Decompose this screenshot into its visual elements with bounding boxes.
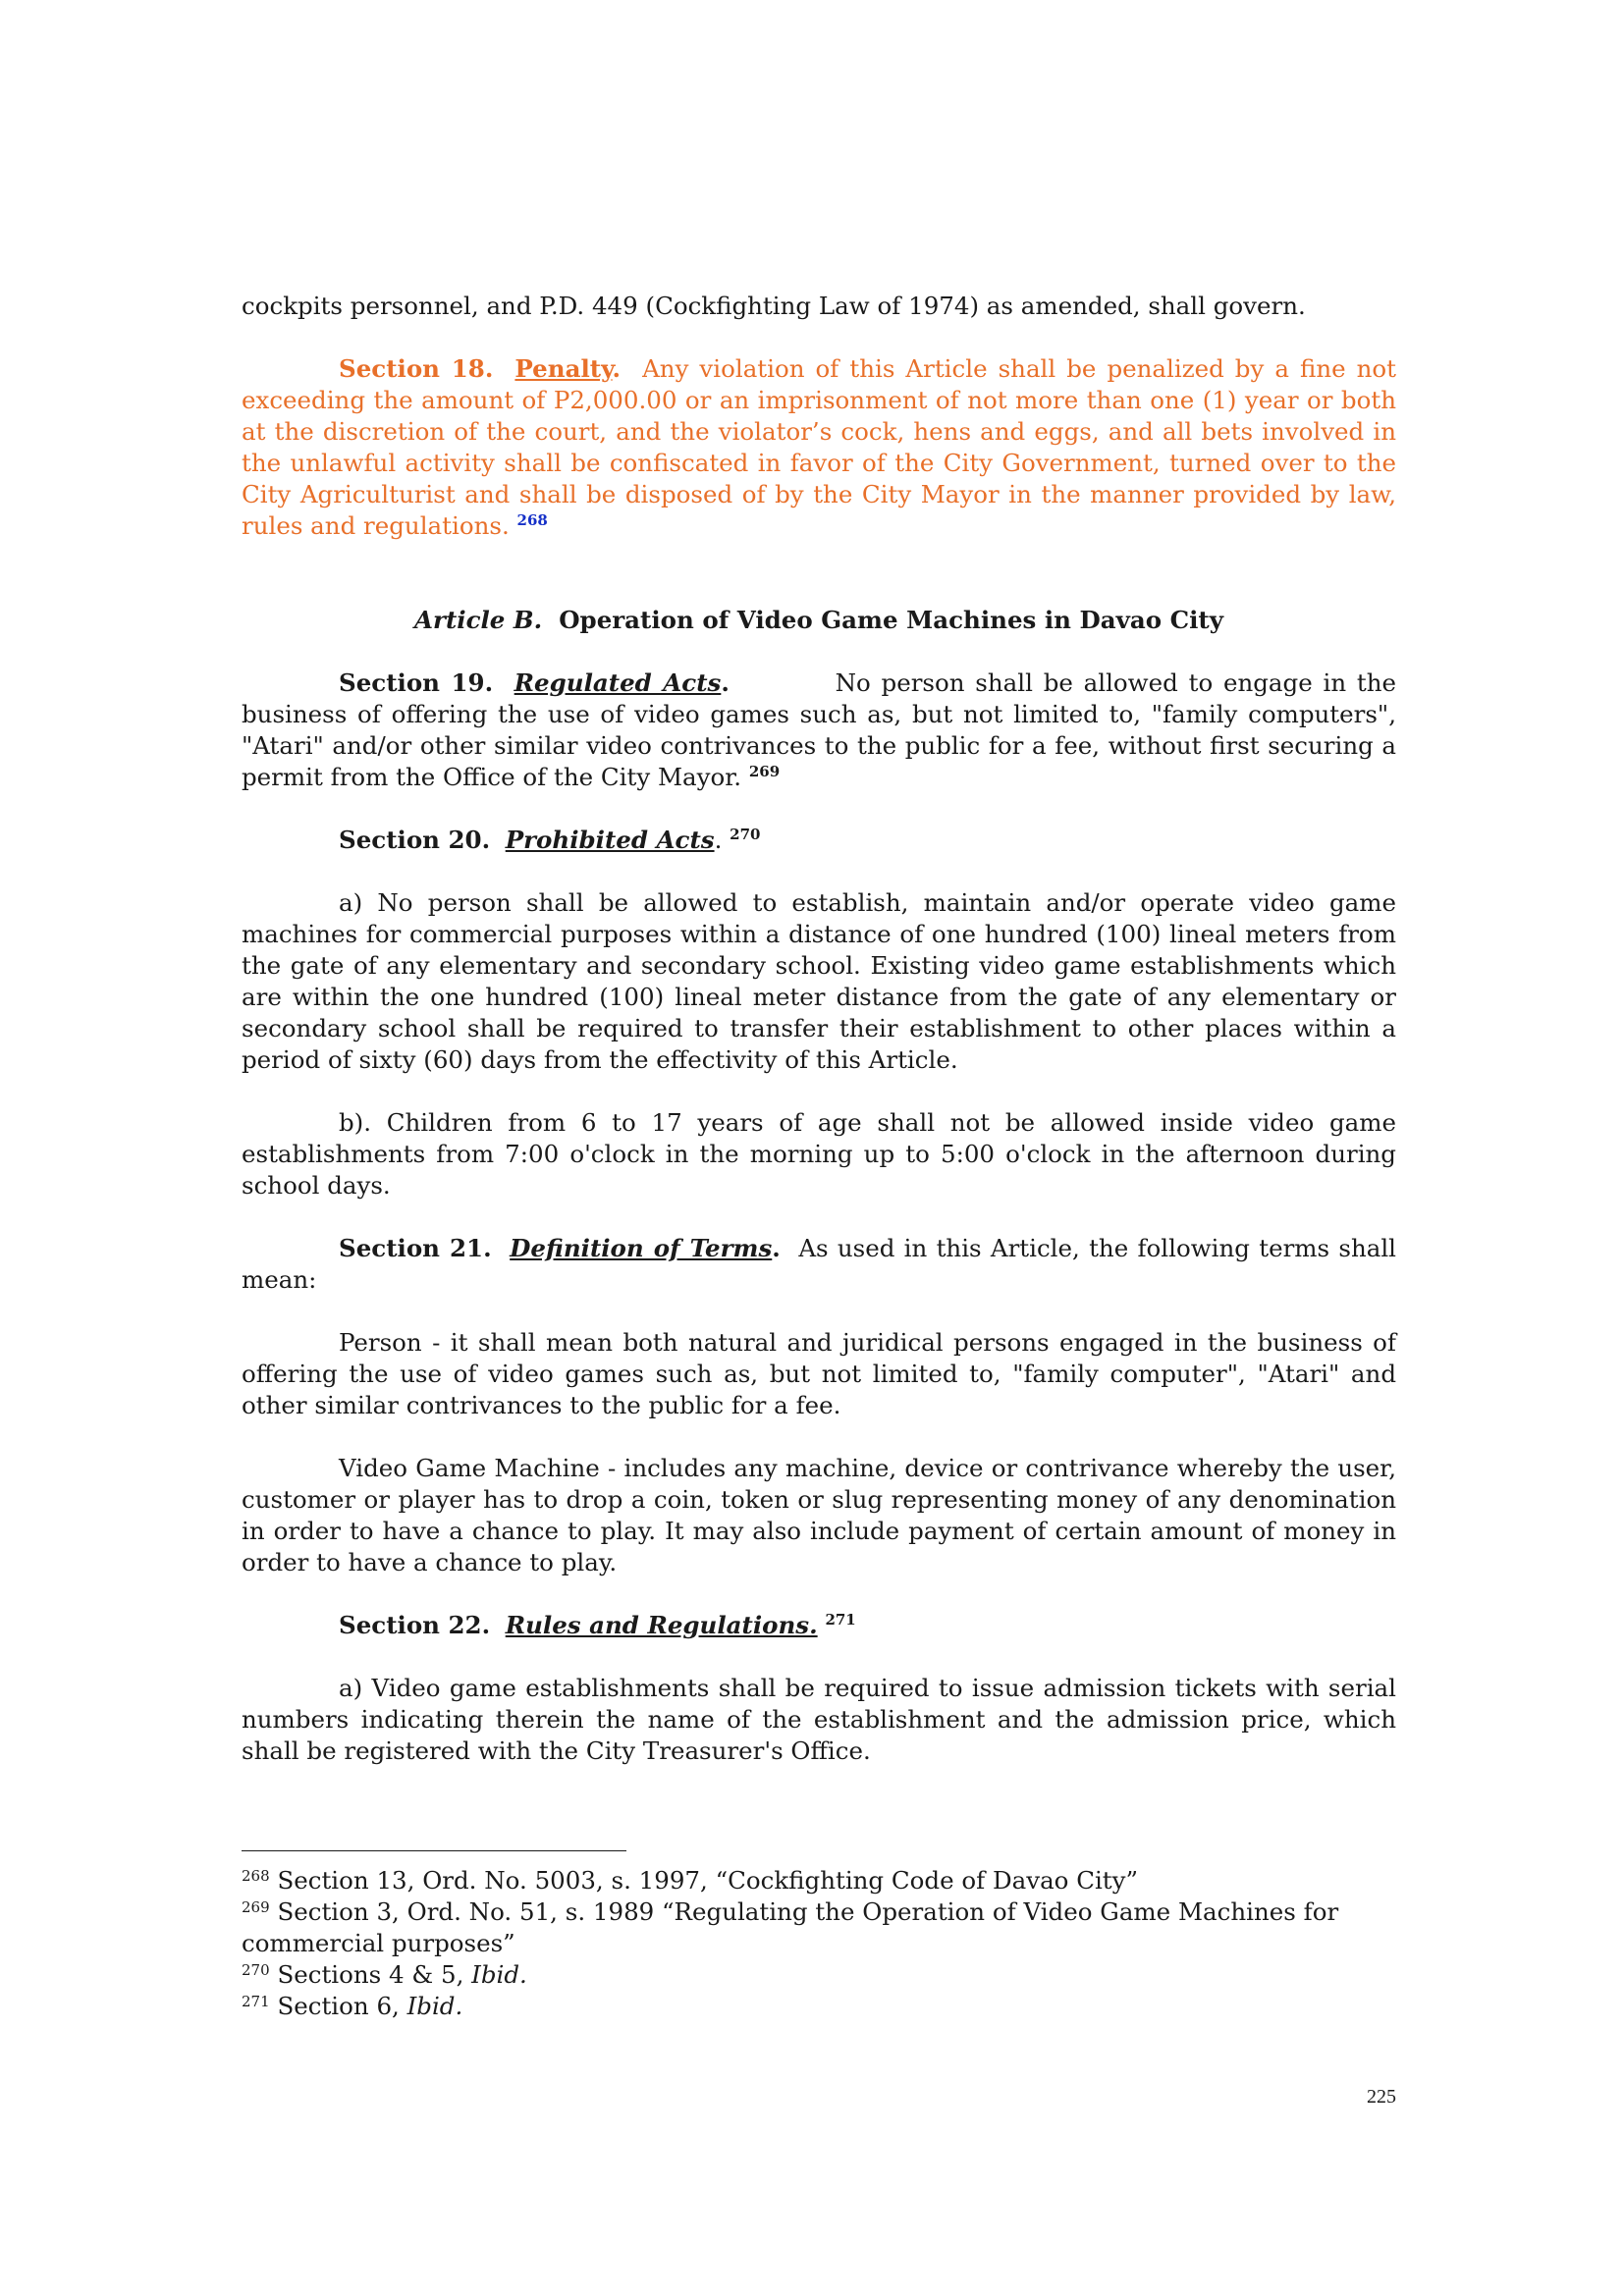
section-21-heading: Definition of Terms: [510, 1234, 773, 1262]
footnote-268: $^{268}$ Section 13, Ord. No. 5003, s. 1997, “Cockfighting Code of Davao City”: [242, 1866, 1139, 1895]
definition-video-game-machine: Video Game Machine - includes any machine, device or contrivance whereby the user, customer or player has to drop a coin, token or slug representing money of any denomination in order to have a chance to play. It may also include payment of certain amount of money in order to have a chance to play.: [242, 1454, 1396, 1576]
page-number: 225: [1367, 2086, 1396, 2108]
footnote-271: $^{271}$ Section 6, Ibid.: [242, 1992, 463, 2020]
article-label: Article B.: [414, 606, 543, 634]
section-20-para-b: b). Children from 6 to 17 years of age shall not be allowed inside video game establishments from 7:00 o'clock in the morning up to 5:00 o'clock in the afternoon during school days.: [242, 1108, 1396, 1200]
section-22-heading: Rules and Regulations.: [505, 1611, 818, 1639]
section-18: Section 18. Penalty. Any violation of this Article shall be penalized by a fine not exceeding the amount of P2,000.00 or an imprisonment of not more than one (1) year or both at the discretion of the court, and the violator’s cock, hens and eggs, and all bets involved in the unlawful activity shall be confiscated in favor of the City Government, turned over to the City Agriculturist and shall be disposed of by the City Mayor in the manner provided by law, rules and regulations. $^{268}$: [242, 354, 1396, 540]
section-19-text: No person shall be allowed to engage in the business of offering the use of video games such as, but not limited to, "family computers", "Atari" and/or other similar video contrivances to the public for a fee, without first securing a permit from the Office of the City Mayor.: [242, 668, 1396, 791]
section-20-number: Section 20.: [339, 826, 491, 854]
section-20-para-a: a) No person shall be allowed to establish, maintain and/or operate video game machines for commercial purposes within a distance of one hundred (100) lineal meters from the gate of any elementary and secondary school. Existing video game establishments which are within the one hundred (100) lineal meter distance from the gate of any elementary or secondary school shall be required to transfer their establishment to other places within a period of sixty (60) days from the effectivity of this Article.: [242, 888, 1396, 1074]
section-18-text: Any violation of this Article shall be penalized by a fine not exceeding the amount of P2,000.00 or an imprisonment of not more than one (1) year or both at the discretion of the court, and the violator’s cock, hens and eggs, and all bets involved in the unlawful activity shall be confiscated in favor of the City Government, turned over to the City Agriculturist and shall be disposed of by the City Mayor in the manner provided by law, rules and regulations.: [242, 354, 1396, 540]
footnote-ref-269[interactable]: 269: [748, 763, 781, 780]
footnote-269: $^{269}$ Section 3, Ord. No. 51, s. 1989 “Regulating the Operation of Video Game Machines for commercial purposes”: [242, 1897, 1339, 1957]
article-b-title: [242, 605, 1396, 636]
continuation-line: cockpits personnel, and P.D. 449 (Cockfighting Law of 1974) as amended, shall govern.: [242, 292, 1306, 320]
definition-person: Person - it shall mean both natural and juridical persons engaged in the business of offering the use of video games such as, but not limited to, "family computer", "Atari" and other similar contrivances to the public for a fee.: [242, 1328, 1396, 1419]
footnote-270: $^{270}$ Sections 4 & 5, Ibid.: [242, 1960, 527, 1989]
footnote-ref-268[interactable]: 268: [516, 511, 548, 529]
section-19: Section 19. Regulated Acts. No person shall be allowed to engage in the business of offering the use of video games such as, but not limited to, "family computers", "Atari" and/or other similar video contrivances to the public for a fee, without first securing a permit from the Office of the City Mayor. $^{269}$: [242, 668, 1396, 791]
footnote-separator: [242, 1850, 626, 1851]
section-22-para-a: a) Video game establishments shall be required to issue admission tickets with serial numbers indicating therein the name of the establishment and the admission price, which shall be registered with the City Treasurer's Office.: [242, 1674, 1396, 1765]
section-21-text: As used in this Article, the following terms shall mean:: [242, 1234, 1397, 1294]
section-21: Section 21. Definition of Terms. As used in this Article, the following terms shall mean:: [242, 1234, 1397, 1294]
section-20: Section 20. Prohibited Acts. $^{270}$: [339, 826, 761, 854]
footnotes: [242, 1865, 1396, 2022]
section-19-number: Section 19.: [339, 668, 494, 697]
section-22-number: Section 22.: [339, 1611, 491, 1639]
document-body: [242, 291, 1396, 1767]
section-21-number: Section 21.: [339, 1234, 492, 1262]
section-18-heading: Penalty: [514, 354, 613, 383]
article-title: Operation of Video Game Machines in Davao City: [559, 606, 1223, 634]
section-19-heading: Regulated Acts: [514, 668, 722, 697]
section-20-heading: Prohibited Acts: [505, 826, 715, 854]
section-22: [242, 1610, 1396, 1641]
footnote-ref-270[interactable]: 270: [730, 826, 761, 843]
section-18-number: Section 18.: [339, 354, 494, 383]
footnote-ref-271[interactable]: 271: [825, 1611, 856, 1629]
